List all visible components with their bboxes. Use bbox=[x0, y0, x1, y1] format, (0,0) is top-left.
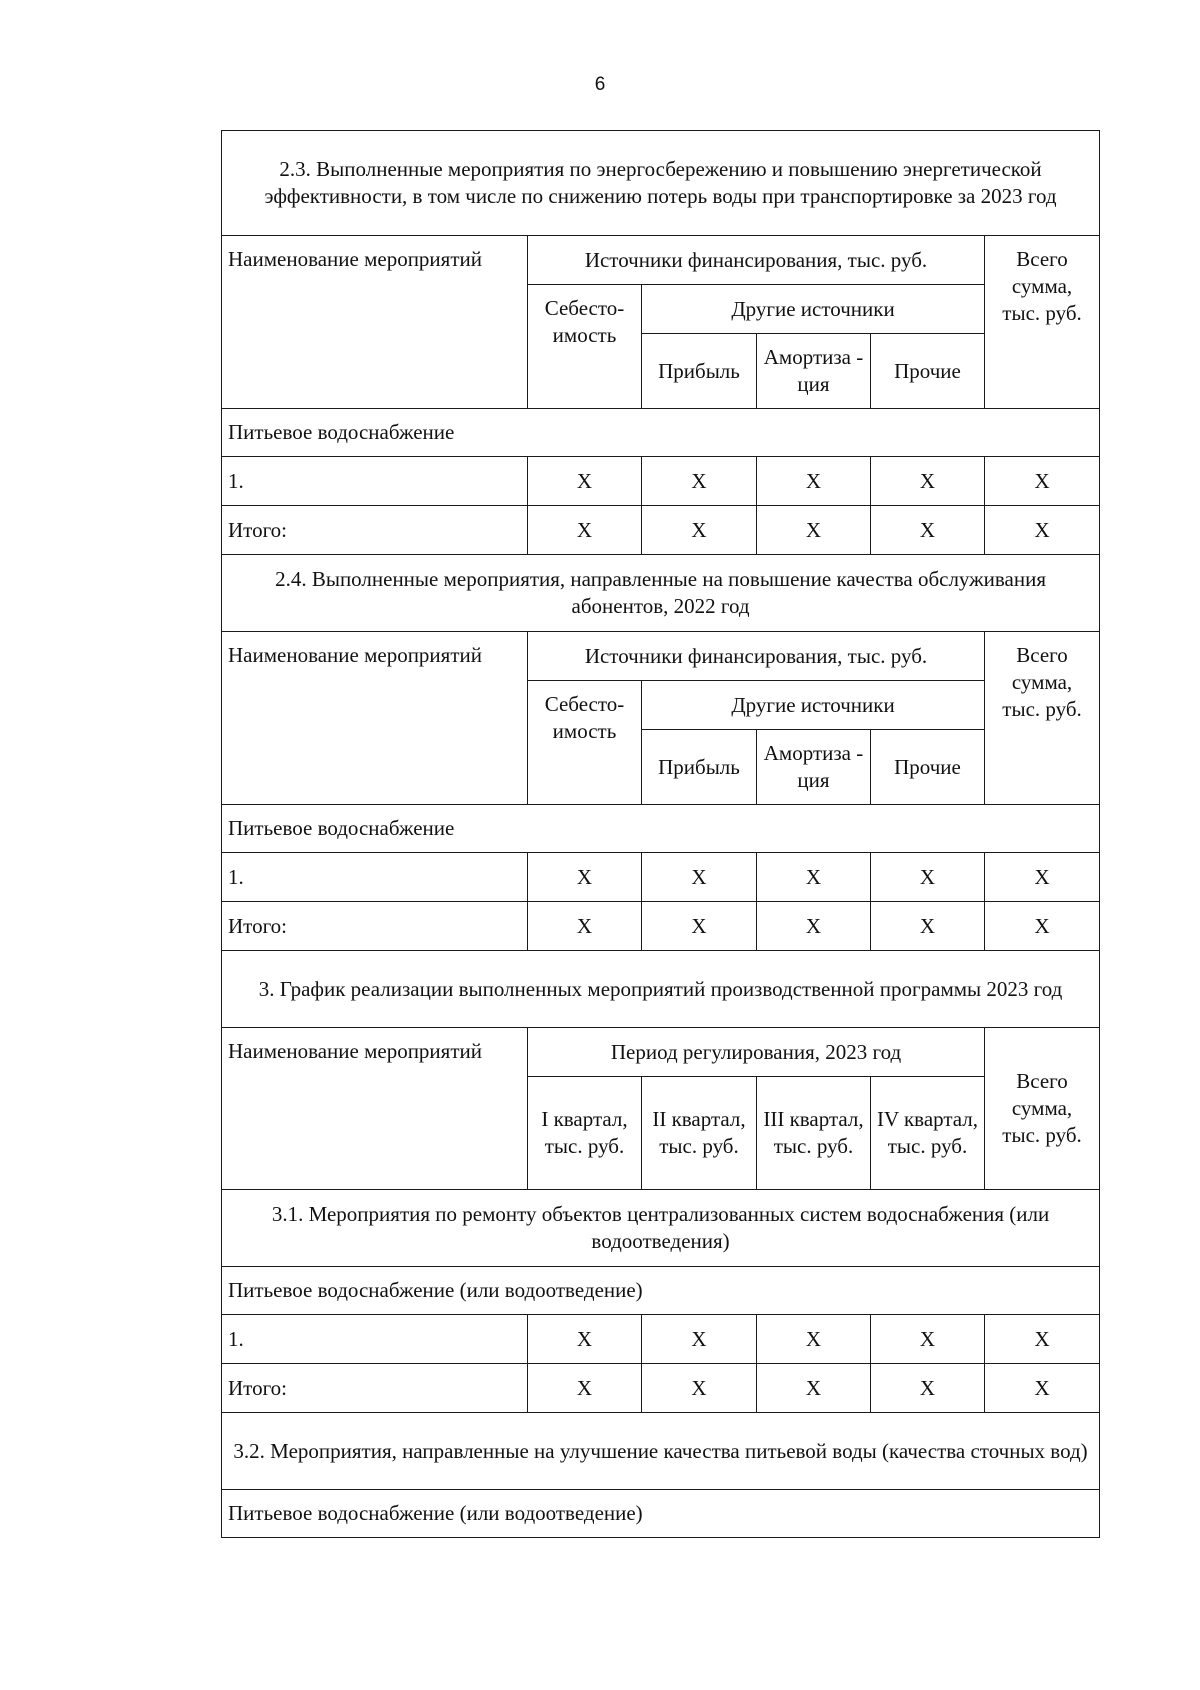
section-title-3: 3. График реализации выполненных мероприятий производственной программы 2023 год bbox=[222, 951, 1100, 1028]
cell-value: X bbox=[642, 902, 757, 951]
table-row bbox=[222, 902, 1100, 951]
report-table bbox=[221, 130, 1100, 1538]
column-header-sources: Источники финансирования, тыс. руб. bbox=[528, 632, 985, 681]
cell-value: X bbox=[528, 1315, 642, 1364]
group-label: Питьевое водоснабжение (или водоотведение) bbox=[222, 1490, 1100, 1538]
section-title-2-3: 2.3. Выполненные мероприятия по энергосбережению и повышению энергетической эффективности, в том числе по снижению потерь воды при транспортировке за 2023 год bbox=[222, 131, 1100, 236]
table-row bbox=[222, 1364, 1100, 1413]
cell-value: X bbox=[985, 1315, 1100, 1364]
cell-value: X bbox=[642, 457, 757, 506]
column-header-q2: II квартал, тыс. руб. bbox=[642, 1077, 757, 1190]
cell-value: X bbox=[757, 506, 871, 555]
cell-value: X bbox=[985, 506, 1100, 555]
cell-value: X bbox=[642, 853, 757, 902]
column-header-amortization: Амортиза - ция bbox=[757, 334, 871, 409]
group-label: Питьевое водоснабжение bbox=[222, 805, 1100, 853]
cell-value: X bbox=[871, 457, 985, 506]
column-header-total: Всего сумма, тыс. руб. bbox=[985, 236, 1100, 409]
group-label: Питьевое водоснабжение bbox=[222, 409, 1100, 457]
cell-value: X bbox=[871, 853, 985, 902]
column-header-cost: Себесто-имость bbox=[528, 681, 642, 805]
cell-value: X bbox=[757, 457, 871, 506]
column-header-period: Период регулирования, 2023 год bbox=[528, 1028, 985, 1077]
row-name: 1. bbox=[222, 457, 528, 506]
column-header-cost: Себесто-имость bbox=[528, 285, 642, 409]
cell-value: X bbox=[871, 1315, 985, 1364]
column-header-sources: Источники финансирования, тыс. руб. bbox=[528, 236, 985, 285]
cell-value: X bbox=[528, 457, 642, 506]
row-name: 1. bbox=[222, 853, 528, 902]
cell-value: X bbox=[757, 902, 871, 951]
row-name: Итого: bbox=[222, 902, 528, 951]
cell-value: X bbox=[528, 902, 642, 951]
column-header-other-sources: Другие источники bbox=[642, 285, 985, 334]
column-header-total: Всего сумма, тыс. руб. bbox=[985, 1028, 1100, 1190]
column-header-name: Наименование мероприятий bbox=[222, 236, 528, 409]
row-name: Итого: bbox=[222, 506, 528, 555]
column-header-total: Всего сумма, тыс. руб. bbox=[985, 632, 1100, 805]
row-name: Итого: bbox=[222, 1364, 528, 1413]
column-header-q4: IV квартал, тыс. руб. bbox=[871, 1077, 985, 1190]
column-header-profit: Прибыль bbox=[642, 730, 757, 805]
row-name: 1. bbox=[222, 1315, 528, 1364]
cell-value: X bbox=[757, 853, 871, 902]
table-row bbox=[222, 853, 1100, 902]
column-header-profit: Прибыль bbox=[642, 334, 757, 409]
page-number: 6 bbox=[594, 74, 606, 95]
table-row bbox=[222, 506, 1100, 555]
section-title-3-2: 3.2. Мероприятия, направленные на улучшение качества питьевой воды (качества сточных вод) bbox=[222, 1413, 1100, 1490]
column-header-q1: I квартал, тыс. руб. bbox=[528, 1077, 642, 1190]
cell-value: X bbox=[985, 902, 1100, 951]
cell-value: X bbox=[528, 853, 642, 902]
cell-value: X bbox=[871, 902, 985, 951]
cell-value: X bbox=[528, 1364, 642, 1413]
cell-value: X bbox=[985, 1364, 1100, 1413]
cell-value: X bbox=[871, 506, 985, 555]
section-title-2-4: 2.4. Выполненные мероприятия, направленные на повышение качества обслуживания абонентов, 2022 год bbox=[222, 555, 1100, 632]
cell-value: X bbox=[985, 457, 1100, 506]
cell-value: X bbox=[757, 1315, 871, 1364]
column-header-misc: Прочие bbox=[871, 730, 985, 805]
cell-value: X bbox=[528, 506, 642, 555]
cell-value: X bbox=[642, 1315, 757, 1364]
cell-value: X bbox=[642, 1364, 757, 1413]
column-header-name: Наименование мероприятий bbox=[222, 632, 528, 805]
section-title-3-1: 3.1. Мероприятия по ремонту объектов централизованных систем водоснабжения (или водоотведения) bbox=[222, 1190, 1100, 1267]
column-header-q3: III квартал, тыс. руб. bbox=[757, 1077, 871, 1190]
cell-value: X bbox=[871, 1364, 985, 1413]
cell-value: X bbox=[985, 853, 1100, 902]
column-header-other-sources: Другие источники bbox=[642, 681, 985, 730]
column-header-amortization: Амортиза - ция bbox=[757, 730, 871, 805]
table-row bbox=[222, 1315, 1100, 1364]
cell-value: X bbox=[642, 506, 757, 555]
column-header-name: Наименование мероприятий bbox=[222, 1028, 528, 1190]
column-header-misc: Прочие bbox=[871, 334, 985, 409]
cell-value: X bbox=[757, 1364, 871, 1413]
table-row bbox=[222, 457, 1100, 506]
group-label: Питьевое водоснабжение (или водоотведение) bbox=[222, 1267, 1100, 1315]
